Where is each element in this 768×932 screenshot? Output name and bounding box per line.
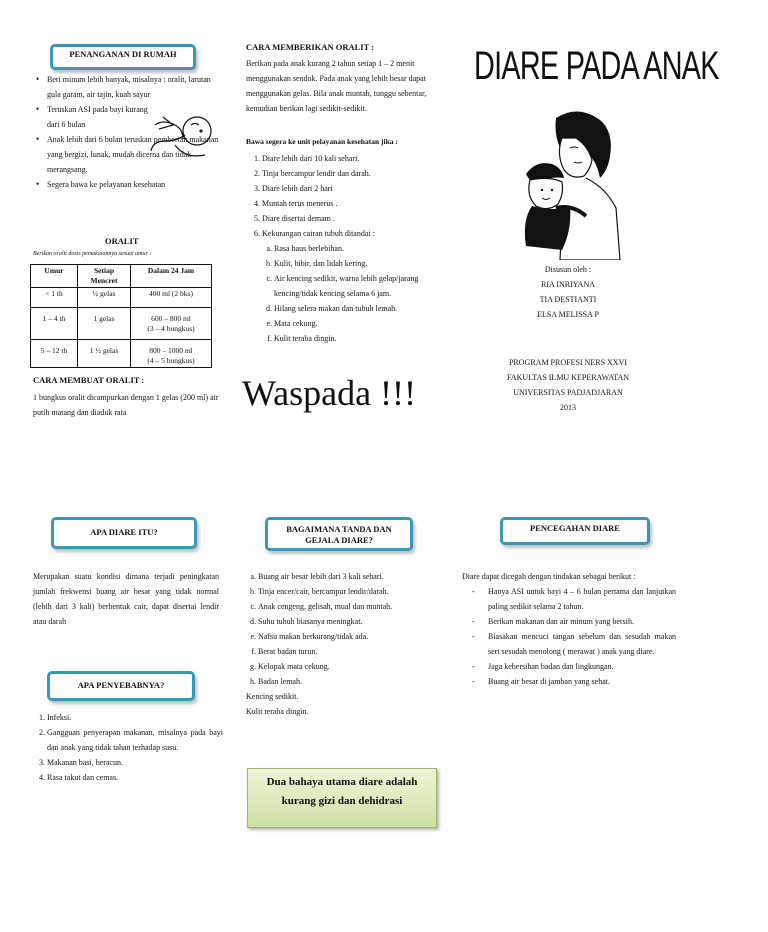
list-item: 2. Gangguan penyerapan makanan, misalnya pada bayi dan anak yang tidak tahan terhadap susu. [47, 725, 223, 755]
warning-box: Dua bahaya utama diare adalah kurang gizi dan dehidrasi [247, 768, 437, 828]
list-item: e. Nafsu makan berkurang/tidak ada. [258, 629, 436, 644]
list-item: 4. Muntah terus menerus . [262, 196, 436, 211]
list-item: g. Kelopak mata cekung. [258, 659, 436, 674]
list-item: 4. Rasa takut dan cemas. [47, 770, 223, 785]
list-item: c. Anak cengeng, gelisah, mual dan muntah. [258, 599, 436, 614]
table-cell: 1 ½ gelas [78, 340, 131, 368]
list-item: 1. Infeksi. [47, 710, 223, 725]
list-item: f. Berat badan turun. [258, 644, 436, 659]
list-item: - Buang air besar di jamban yang sehat. [462, 674, 676, 689]
page-title: DIARE PADA ANAK [474, 44, 719, 88]
list-item: 3. Diare lebih dari 2 hari [262, 181, 436, 196]
list-item: 3. Makanan basi, beracun. [47, 755, 223, 770]
list-item: • Anak lebih dari 6 bulan teruskan pemberian makanan yang bergizi, lunak, mudah dicerna dan tidak merangsang. [43, 132, 219, 177]
oralit-note: Berikan oralit dosis pemakaiannya sesuai umur : [33, 251, 152, 257]
list-item: a. Buang air besar lebih dari 3 kali sehari. [258, 569, 436, 584]
list-item: • Segera bawa ke pelayanan kesehatan [43, 177, 219, 192]
table-cell: 1 gelas [78, 308, 131, 340]
table-header-row [31, 265, 212, 288]
extra-sign: Kulit teraba dingin. [246, 707, 309, 716]
list-item: - Biasakan mencuci tangan sebelum dan sesudah makan sert sesudah menolong ( merawat ) anak yang diare. [462, 629, 676, 659]
oralit-title: ORALIT [105, 236, 139, 246]
table-row [31, 288, 212, 308]
table-row [31, 308, 212, 340]
penyebab-header: APA PENYEBABNYA? [47, 671, 195, 701]
oralit-table [30, 264, 212, 368]
bawa-list [246, 151, 436, 346]
mother-child-illustration [516, 108, 628, 260]
cara-memberikan-text: Berikan pada anak kurang 2 tahun setiap 1 – 2 menit menggunakan sendok. Pada anak yang lebih besar dapat menggunakan gelas. Bila anak muntah, tunggu sebentar, kemudian berikan lagi sedikit-sedikit. [246, 59, 427, 113]
sub-list-item: c. Air kencing sedikit, warna lebih gelap/jarang kencing/tidak kencing selama 6 jam. [274, 271, 436, 301]
apa-diare-header: APA DIARE ITU? [51, 517, 197, 549]
bawa-title: Bawa segera ke unit pelayanan kesehatan jika : [246, 137, 398, 146]
author-name: ELSA MELISSA P [537, 310, 599, 319]
signs-list [246, 569, 436, 719]
table-cell: ½ gelas [78, 288, 131, 308]
authors-block [500, 262, 636, 322]
penanganan-header-label: PENANGANAN DI RUMAH [69, 49, 177, 59]
disusun-label: Disusun oleh : [544, 265, 592, 274]
table-cell: < 1 th [31, 288, 78, 308]
author-name: RIA INRIYANA [541, 280, 595, 289]
table-cell: 400 ml (2 bks) [131, 288, 212, 308]
table-cell: 1 – 4 th [31, 308, 78, 340]
sub-list-item: b. Kulit, bibir, dan lidah kering. [274, 256, 436, 271]
list-item: - Berikan makanan dan air minum yang bersih. [462, 614, 676, 629]
author-name: TIA DESTIANTI [539, 295, 597, 304]
list-item: d. Suhu tubuh biasanya meningkat. [258, 614, 436, 629]
cara-memberikan-title: CARA MEMBERIKAN ORALIT : [246, 42, 375, 52]
list-item: 5. Diare disertai demam . [262, 211, 436, 226]
list-item: 1. Diare lebih dari 10 kali sehari. [262, 151, 436, 166]
sub-list-item: f. Kulit teraba dingin. [274, 331, 436, 346]
table-header: Setiap Mencret [78, 265, 131, 288]
causes-list [33, 710, 223, 785]
definisi-text: Merupakan suatu kondisi dimana terjadi peningkatan jumlah frekwensi buang air besar yang tidak normal (lebih dari 3 kali) berbentuk cair, dapat disertai lendir atau darah [33, 572, 219, 626]
list-item: • Teruskan ASI pada bayi kurang dari 6 bulan [43, 102, 219, 132]
table-header: Umur [31, 265, 78, 288]
institution-line: FAKULTAS ILMU KEPERAWATAN [506, 373, 630, 382]
penanganan-header [50, 44, 196, 70]
list-item: b. Tinja encer/cair, bercampur lendir/darah. [258, 584, 436, 599]
list-item: • Beri minum lebih banyak, misalnya : oralit, larutan gula garam, air tajin, kuah sayur [43, 72, 219, 102]
sub-list-item: d. Hilang selera makan dan tubuh lemah. [274, 301, 436, 316]
list-item: 2. Tinja bercampur lendir dan darah. [262, 166, 436, 181]
institution-line: 2013 [560, 403, 576, 412]
cara-membuat-text: 1 bungkus oralit dicampurkan dengan 1 gelas (200 ml) air putih matang dan diaduk rata [33, 393, 219, 417]
list-item: h. Badan lemah. [258, 674, 436, 689]
list-item: - Jaga kebersihan badan dan lingkungan. [462, 659, 676, 674]
list-item: 6. Kekurangan cairan tubuh ditandai : a. Rasa haus berlebihan. b. Kulit, bibir, dan lidah kering. c. Air kencing sedikit, warna lebih gelap/jarang kencing/tidak kencing selama 6 jam. d. Hilang selera makan dan tubuh lemah. e. Mata cekung. f. Kulit teraba dingin. [262, 226, 436, 346]
cara-membuat-title: CARA MEMBUAT ORALIT : [33, 375, 145, 385]
extra-sign: Kencing sedikit. [246, 692, 299, 701]
list-item: - Hanya ASI untuk bayi 4 – 6 bulan pertama dan lanjutkan paling sedikit selama 2 tahun. [462, 584, 676, 614]
table-header: Dalam 24 Jam [131, 265, 212, 288]
table-row [31, 340, 212, 368]
pencegahan-intro: Diare dapat dicegah dengan tindakan sebagai berikut : [462, 572, 636, 581]
sub-list-item: a. Rasa haus berlebihan. [274, 241, 436, 256]
tanda-gejala-header: BAGAIMANA TANDA DAN GEJALA DIARE? [265, 517, 413, 551]
waspada-text: Waspada !!! [242, 373, 417, 413]
baby-feeding-illustration [145, 105, 220, 167]
table-cell: 800 – 1000 ml (4 – 5 bungkus) [131, 340, 212, 368]
table-cell: 5 – 12 th [31, 340, 78, 368]
institution-block [480, 355, 656, 415]
institution-line: PROGRAM PROFESI NERS XXVI [508, 358, 628, 367]
institution-line: UNIVERSITAS PADJADJARAN [513, 388, 623, 397]
table-cell: 600 – 800 ml (3 – 4 bungkus) [131, 308, 212, 340]
pencegahan-header: PENCEGAHAN DIARE [500, 517, 650, 545]
sub-list-item: e. Mata cekung. [274, 316, 436, 331]
pencegahan-list [462, 584, 676, 689]
